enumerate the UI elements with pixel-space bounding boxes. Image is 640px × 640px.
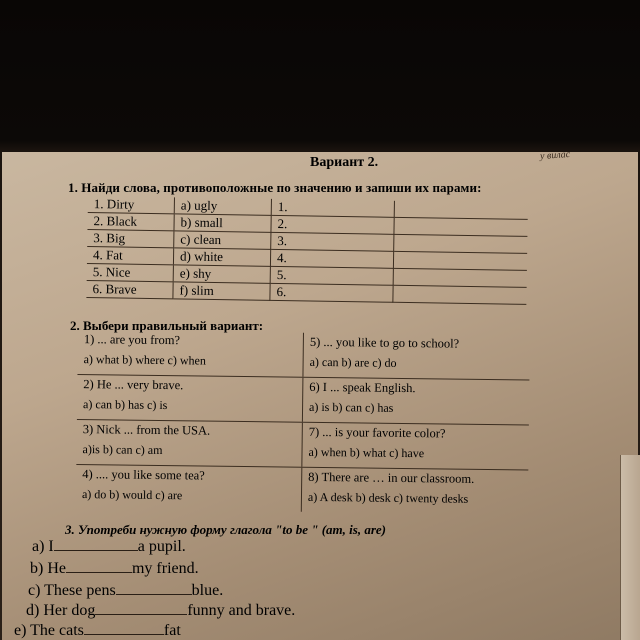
question-text: 6) I ... speak English. xyxy=(309,379,416,396)
opposite-cell: b) small xyxy=(174,214,271,233)
paper-edge-right xyxy=(620,455,640,640)
answer-num-cell: 5. xyxy=(270,266,393,285)
answer-cell[interactable] xyxy=(394,234,528,253)
question-options[interactable]: a) can b) has c) is xyxy=(83,397,168,413)
fill-end: fat xyxy=(163,622,181,639)
blank-input[interactable] xyxy=(66,572,132,573)
opposite-cell: a) ugly xyxy=(174,197,271,215)
answer-cell[interactable] xyxy=(394,201,528,220)
question-row xyxy=(77,330,530,381)
task1-heading: 1. Найди слова, противоположные по значению и запиши их парами: xyxy=(68,180,482,195)
question-text: 8) There are … in our classroom. xyxy=(308,469,475,486)
question-options[interactable]: a) do b) would c) are xyxy=(81,487,183,503)
blank-input[interactable] xyxy=(54,550,138,551)
question-cell xyxy=(77,330,304,377)
fill-line xyxy=(28,582,223,600)
fill-line xyxy=(30,560,199,578)
question-row xyxy=(76,465,529,515)
question-cell xyxy=(302,423,529,470)
question-text: 5) ... you like to go to school? xyxy=(309,334,460,351)
blank-input[interactable] xyxy=(95,614,187,615)
question-text: 7) ... is your favorite color? xyxy=(308,424,446,441)
opposite-cell: f) slim xyxy=(173,282,270,301)
word-cell: 3. Big xyxy=(87,229,174,247)
answer-num-cell: 4. xyxy=(270,249,393,268)
fill-line xyxy=(32,538,186,556)
top-handwriting: у вилас xyxy=(539,148,571,163)
fill-start: c) These pens xyxy=(28,582,116,599)
question-text: 2) He ... very brave. xyxy=(83,377,184,393)
question-row xyxy=(76,420,529,471)
answer-num-cell: 1. xyxy=(271,199,394,217)
question-options[interactable]: a) is b) can c) has xyxy=(308,399,394,415)
word-cell: 4. Fat xyxy=(87,246,174,264)
fill-end: a pupil. xyxy=(137,538,186,555)
word-cell: 1. Dirty xyxy=(88,196,175,214)
answer-num-cell: 3. xyxy=(271,232,394,251)
blank-input[interactable] xyxy=(84,634,164,635)
opposite-cell: c) clean xyxy=(174,231,271,250)
question-cell xyxy=(302,468,529,515)
question-options[interactable]: a) A desk b) desk c) twenty desks xyxy=(307,489,469,506)
question-cell xyxy=(76,465,303,512)
question-text: 1) ... are you from? xyxy=(83,332,181,348)
fill-line xyxy=(26,602,295,620)
fill-start: d) Her dog xyxy=(26,602,96,619)
fill-start: e) The cats xyxy=(14,622,84,639)
question-text: 4) .... you like some tea? xyxy=(82,467,205,483)
question-options[interactable]: a) what b) where c) when xyxy=(83,352,207,368)
question-row xyxy=(77,375,530,426)
word-cell: 2. Black xyxy=(87,212,174,230)
task2-heading: 2. Выбери правильный вариант: xyxy=(70,318,264,333)
question-options[interactable]: a) when b) what c) have xyxy=(308,444,425,461)
opposite-cell: d) white xyxy=(173,248,270,267)
task1-table xyxy=(86,196,528,305)
answer-num-cell: 6. xyxy=(270,283,393,302)
question-cell xyxy=(303,333,530,380)
task2-grid xyxy=(76,330,530,515)
question-cell xyxy=(76,420,303,467)
fill-start: a) I xyxy=(32,538,54,555)
question-options[interactable]: a) can b) are c) do xyxy=(309,354,397,370)
question-options[interactable]: a)is b) can c) am xyxy=(82,442,163,458)
opposite-cell: e) shy xyxy=(173,265,270,284)
fill-line xyxy=(14,622,181,640)
answer-cell[interactable] xyxy=(393,285,527,304)
answer-num-cell: 2. xyxy=(271,215,394,234)
answer-cell[interactable] xyxy=(394,217,528,236)
answer-cell[interactable] xyxy=(393,268,527,287)
fill-end: funny and brave. xyxy=(187,602,296,619)
word-cell: 5. Nice xyxy=(87,263,174,281)
task3-heading: 3. Употреби нужную форму глагола "to be " (am, is, are) xyxy=(65,522,386,537)
answer-cell[interactable] xyxy=(393,251,527,270)
word-cell: 6. Brave xyxy=(86,280,173,298)
variant-title: Вариант 2. xyxy=(310,155,379,170)
question-text: 3) Nick ... from the USA. xyxy=(82,422,211,438)
fill-end: my friend. xyxy=(131,560,199,577)
question-cell xyxy=(77,375,304,422)
fill-start: b) He xyxy=(30,560,66,577)
question-cell xyxy=(303,378,530,425)
fill-end: blue. xyxy=(191,582,224,599)
blank-input[interactable] xyxy=(116,594,192,595)
